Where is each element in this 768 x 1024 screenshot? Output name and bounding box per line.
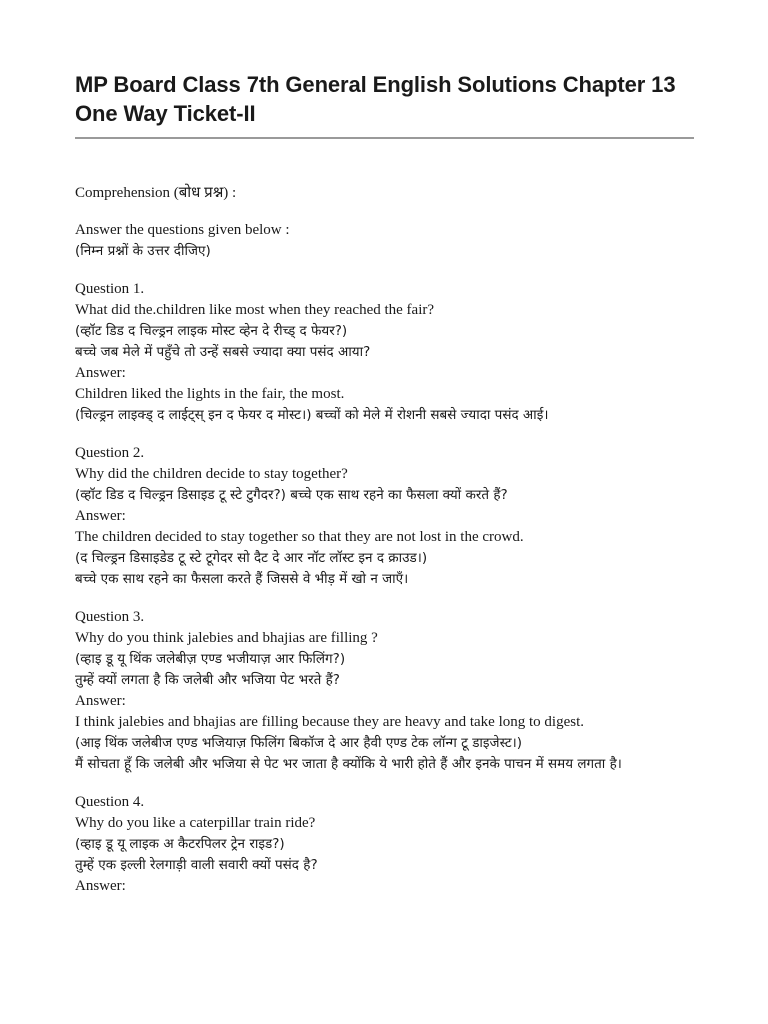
question-pronunciation: (व्हाइ डू यू थिंक जलेबीज़ एण्ड भजीयाज़ आर फिलिंग?): [75, 651, 346, 667]
title-divider: [75, 137, 694, 139]
page-title: MP Board Class 7th General English Solutions Chapter 13 One Way Ticket-II: [75, 72, 676, 126]
question-block-4: [75, 792, 695, 897]
question-pronunciation: (व्हाइ डू यू लाइक अ कैटरपिलर ट्रेन राइड?): [75, 836, 285, 852]
question-pronunciation: (व्हॉट डिड द चिल्ड्रन डिसाइड टू स्टे टुगैदर?) बच्चे एक साथ रहने का फैसला क्यों करते हैं?: [75, 487, 508, 503]
document-page: [75, 70, 695, 897]
question-pronunciation: (व्हॉट डिड द चिल्ड्रन लाइक मोस्ट व्हेन दे रीच्ड् द फेयर?): [75, 323, 348, 339]
answer-english: Children liked the lights in the fair, the most.: [75, 386, 345, 402]
question-english: Why do you like a caterpillar train ride?: [75, 815, 316, 831]
comprehension-heading: Comprehension (बोध प्रश्न) :: [75, 185, 237, 201]
question-block-2: [75, 443, 695, 590]
document-body: [75, 183, 695, 897]
question-hindi: तुम्हें एक इल्ली रेलगाड़ी वाली सवारी क्यों पसंद है?: [75, 857, 318, 873]
answer-pronunciation: (आइ थिंक जलेबीज एण्ड भजियाज़ फिलिंग बिकॉज दे आर हैवी एण्ड टेक लॉन्ग टू डाइजेस्ट।): [75, 735, 523, 751]
answer-english: The children decided to stay together so that they are not lost in the crowd.: [75, 529, 524, 545]
answer-hindi: मैं सोचता हूँ कि जलेबी और भजिया से पेट भर जाता है क्योंकि ये भारी होते हैं और इनके पाचन में समय लगता है।: [75, 756, 622, 772]
question-heading: Question 3.: [75, 609, 145, 625]
instruction-english: Answer the questions given below :: [75, 222, 290, 238]
question-english: Why do you think jalebies and bhajias are filling ?: [75, 630, 378, 646]
answer-hindi: बच्चे एक साथ रहने का फैसला करते हैं जिससे वे भीड़ में खो न जाएँ।: [75, 571, 409, 587]
answer-label: Answer:: [75, 508, 126, 524]
question-hindi: तुम्हें क्यों लगता है कि जलेबी और भजिया पेट भरते हैं?: [75, 672, 340, 688]
instruction-hindi: (निम्न प्रश्नों के उत्तर दीजिए): [75, 243, 211, 259]
question-hindi: बच्चे जब मेले में पहुँचे तो उन्हें सबसे ज्यादा क्या पसंद आया?: [75, 344, 371, 360]
answer-label: Answer:: [75, 365, 126, 381]
answer-pronunciation: (द चिल्ड्रन डिसाइडेड टू स्टे टूगेदर सो दैट दे आर नॉट लॉस्ट इन द क्राउड।): [75, 550, 428, 566]
answer-pronunciation: (चिल्ड्रन लाइक्ड् द लाईट्स् इन द फेयर द मोस्ट।) बच्चों को मेले में रोशनी सबसे ज्यादा पसंद आई।: [75, 407, 549, 423]
question-heading: Question 1.: [75, 281, 145, 297]
answer-label: Answer:: [75, 878, 126, 894]
answer-label: Answer:: [75, 693, 126, 709]
question-block-3: [75, 607, 695, 775]
question-heading: Question 2.: [75, 445, 145, 461]
question-block-1: [75, 279, 695, 426]
question-heading: Question 4.: [75, 794, 145, 810]
question-english: Why did the children decide to stay together?: [75, 466, 348, 482]
answer-english: I think jalebies and bhajias are filling because they are heavy and take long to digest.: [75, 714, 584, 730]
question-english: What did the.children like most when they reached the fair?: [75, 302, 435, 318]
